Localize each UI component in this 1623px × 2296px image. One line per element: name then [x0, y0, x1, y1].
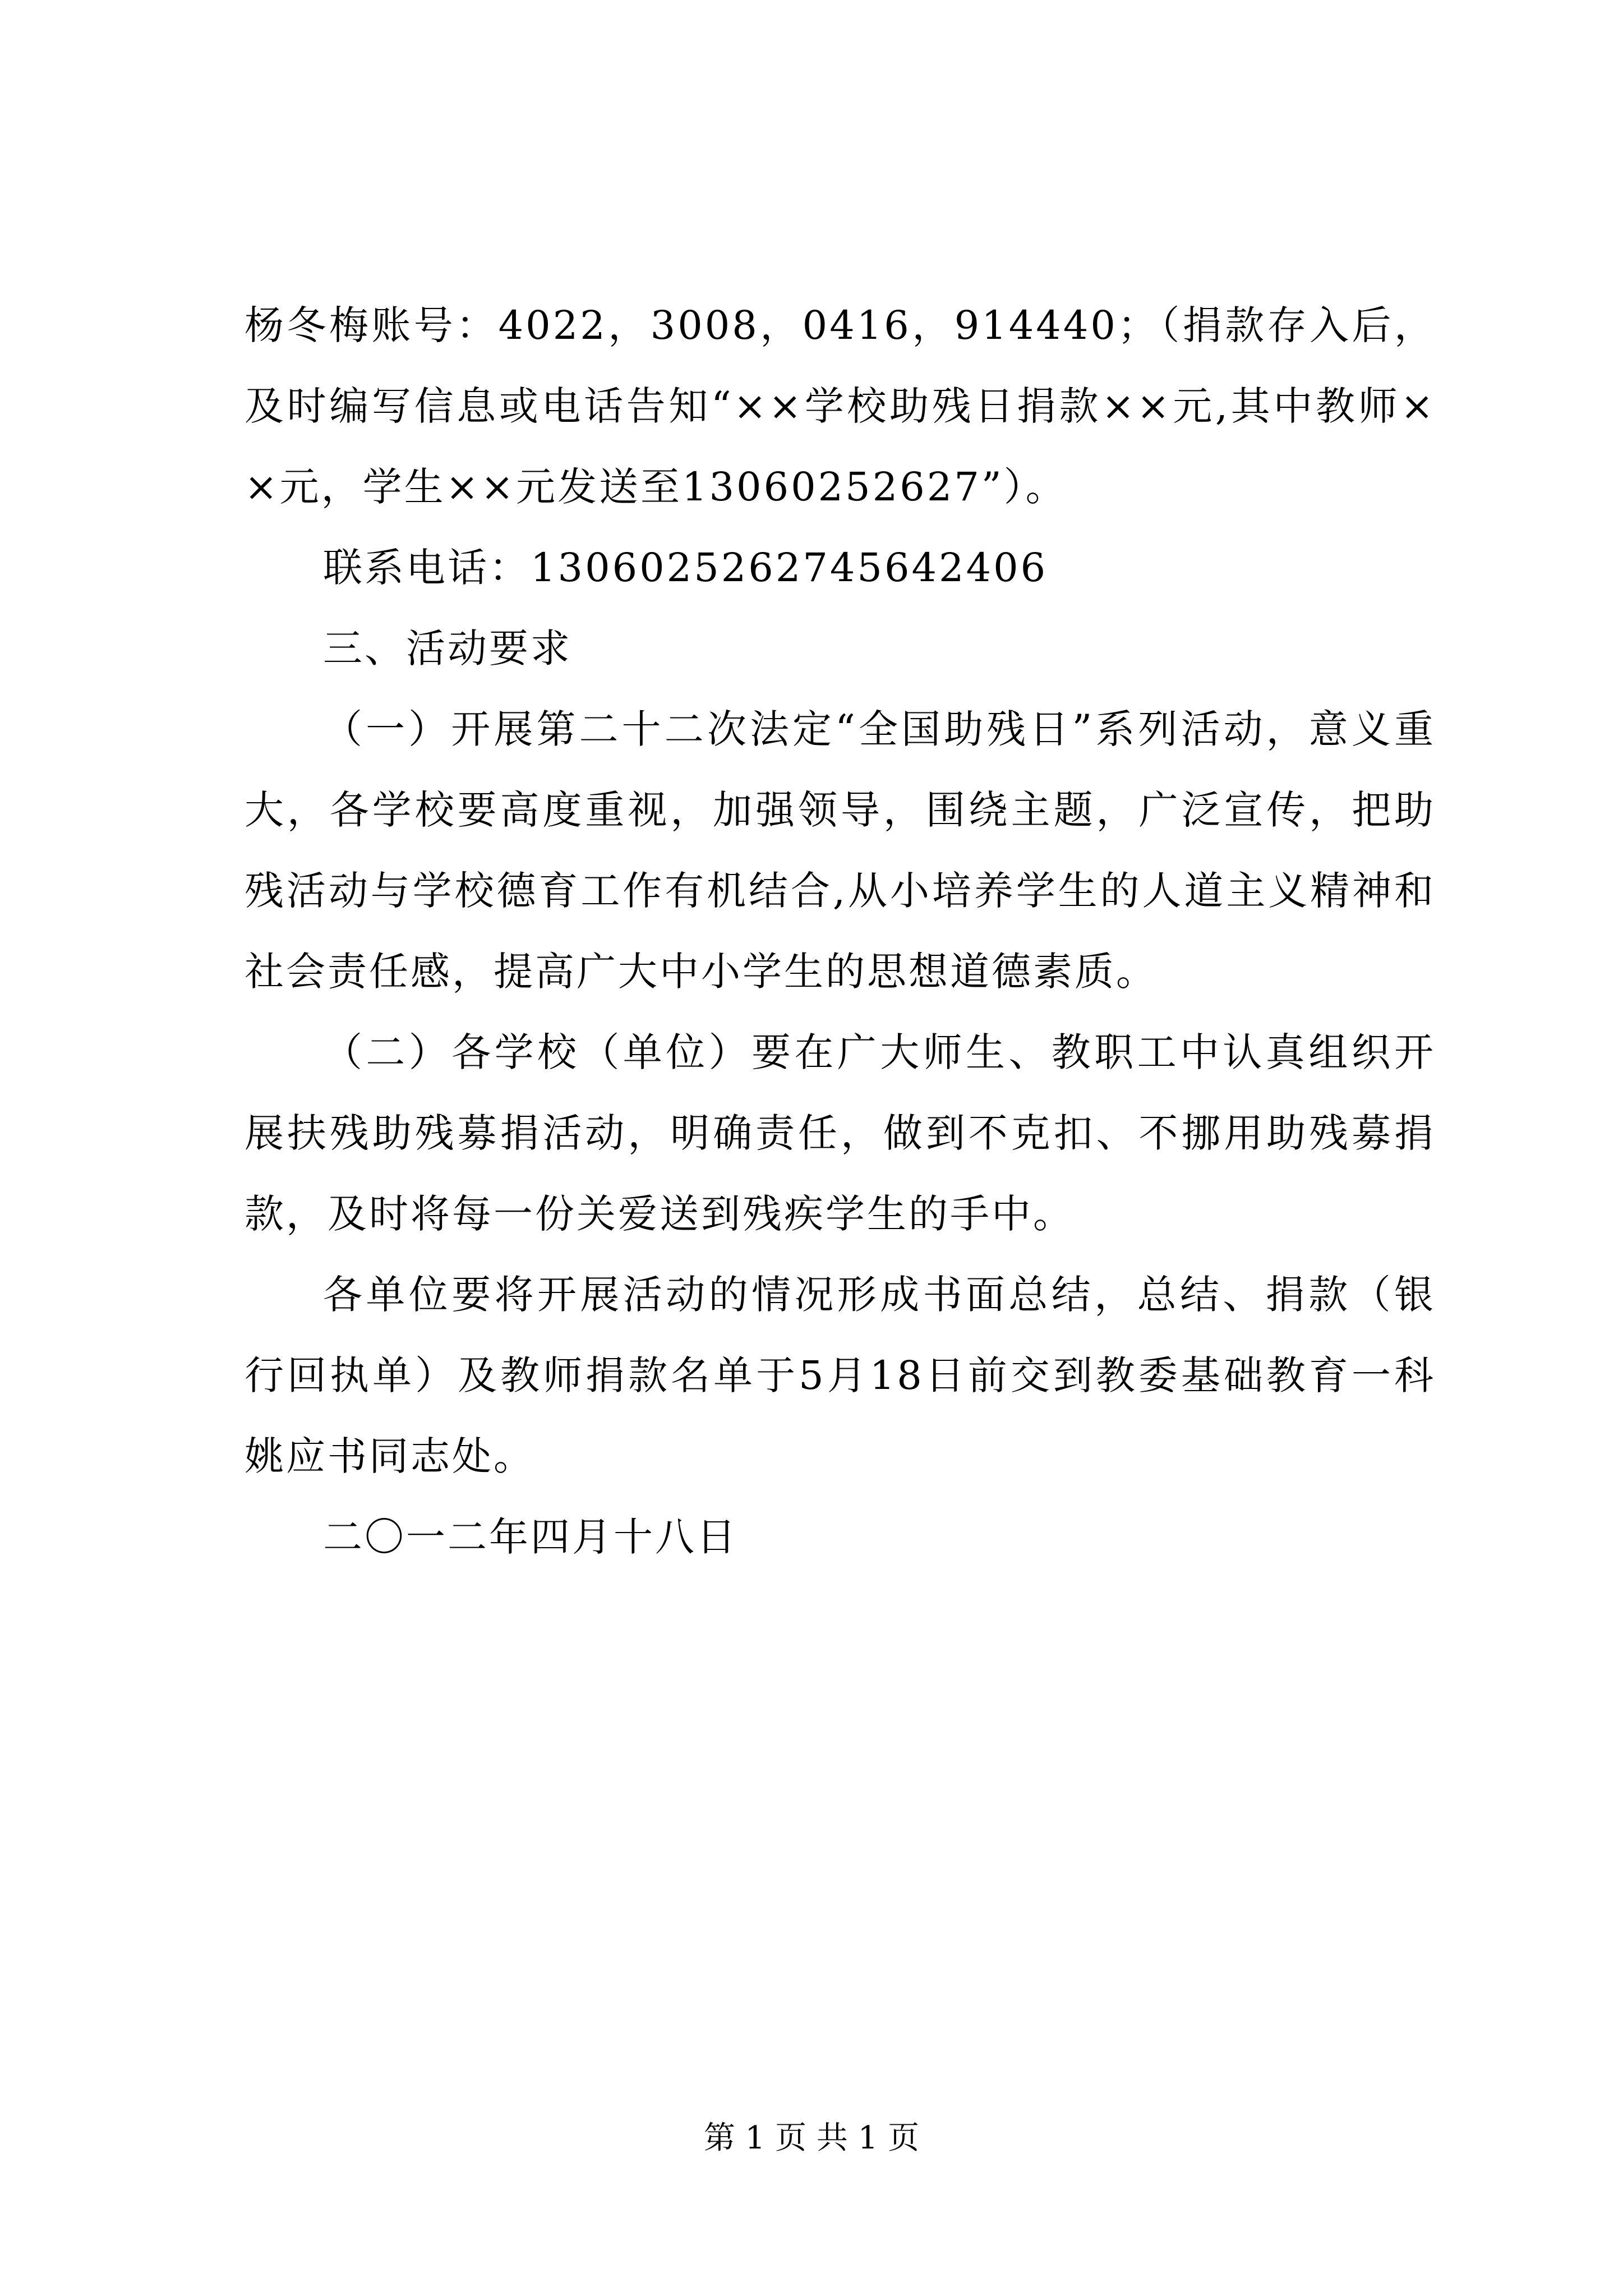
paragraph-contact-phone: 联系电话：1306025262745642406 — [323, 545, 1048, 591]
document-date: 二〇一二年四月十八日 — [323, 1514, 738, 1560]
section-heading-activity-requirements: 三、活动要求 — [323, 625, 572, 671]
page-number-label: 第 1 页 共 1 页 — [703, 2120, 920, 2156]
paragraph-requirement-1: （一）开展第二十二次法定“全国助残日”系列活动，意义重大，各学校要高度重视，加强领导，围绕主题，广泛宣传，把助残活动与学校德育工作有机结合,从小培养学生的人道主义精神和社会责任感，提高广大中小学生的思想道德素质。 — [245, 706, 1436, 995]
paragraph-account-info: 杨冬梅账号：4022，3008，0416，914440；（捐款存入后，及时编写信息或电话告知“××学校助残日捐款××元,其中教师××元，学生××元发送至13060252627”）。 — [245, 302, 1436, 510]
paragraph-requirement-2: （二）各学校（单位）要在广大师生、教职工中认真组织开展扶残助残募捐活动，明确责任，做到不克扣、不挪用助残募捐款，及时将每一份关爱送到残疾学生的手中。 — [245, 1029, 1436, 1237]
paragraph-summary-submission: 各单位要将开展活动的情况形成书面总结，总结、捐款（银行回执单）及教师捐款名单于5月18日前交到教委基础教育一科姚应书同志处。 — [245, 1272, 1436, 1479]
document-body — [245, 285, 1436, 1577]
page-footer — [0, 2116, 1623, 2161]
